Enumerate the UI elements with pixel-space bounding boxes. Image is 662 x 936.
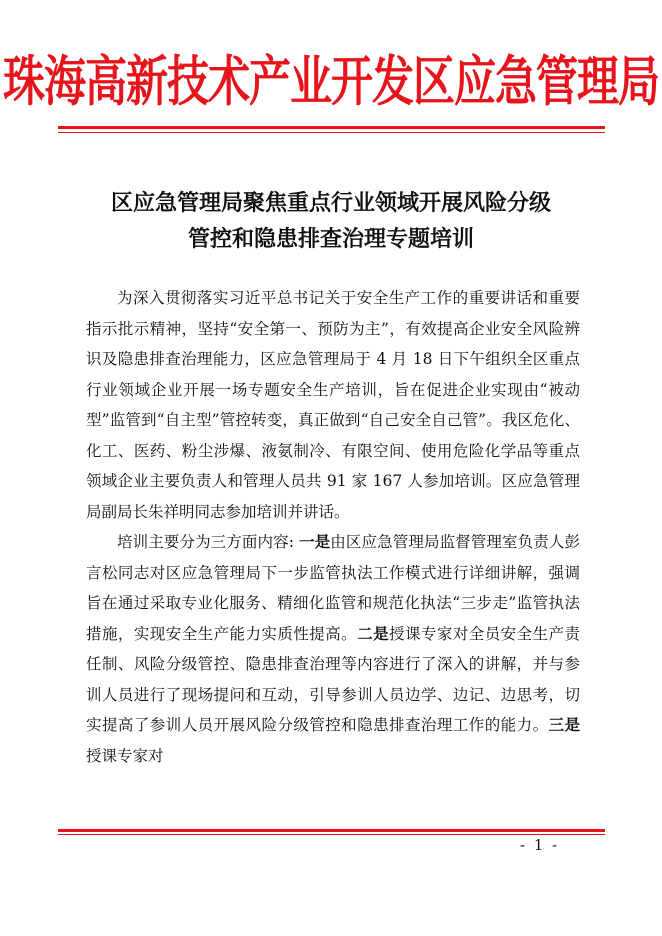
paragraph-2-intro: 培训主要分为三方面内容: [117,533,300,551]
letterhead-org-name: 珠海高新技术产业开发区应急管理局 [2,50,659,113]
paragraph-2 [86,527,580,771]
paragraph-2-part1: 由区应急管理局监督管理室负责人彭言松同志对区应急管理局下一步监管执法工作模式进行详细讲解，强调旨在通过采取专业化服务、精细化监管和规范化执法“三步走”监管执法措施，实现安全生产能力实质性提高。 [86,533,580,643]
letterhead-rule-thin [58,132,605,133]
paragraph-2-part2: 授课专家对全员安全生产责任制、风险分级管控、隐患排查治理等内容进行了深入的讲解，并与参训人员进行了现场提问和互动，引导参训人员边学、边记、边思考，切实提高了参训人员开展风险分级管控和隐患排查治理工作的能力。 [86,624,580,734]
marker-third: 三是 [548,715,580,734]
paragraph-1: 为深入贯彻落实习近平总书记关于安全生产工作的重要讲话和重要指示批示精神，坚持“安全第一、预防为主”，有效提高企业安全风险辨识及隐患排查治理能力，区应急管理局于 4 月 18 日下午组织全区重点行业领域企业开展一场专题安全生产培训，旨在促进企业实现由“被动型”监管到“自主型”管控转变，真正做到“自己安全自己管”。我区危化、化工、医药、粉尘涉爆、液氨制冷、有限空间、使用危险化学品等重点领域企业主要负责人和管理人员共 91 家 167 人参加培训。区应急管理局副局长朱祥明同志参加培训并讲话。 [86,289,580,521]
marker-first: 一是 [299,532,331,551]
letterhead-rule-thick [58,126,605,129]
marker-second: 二是 [357,623,390,643]
footer-rule-thin [58,834,605,835]
page-number: - 1 - [520,836,560,854]
paragraph-2-part3: 授课专家对 [86,746,164,765]
article-title-line2: 管控和隐患排查治理专题培训 [187,226,474,252]
article-body [86,283,580,771]
article-title-line1: 区应急管理局聚焦重点行业领域开展风险分级 [110,190,551,216]
footer-rule-thick [58,829,605,832]
